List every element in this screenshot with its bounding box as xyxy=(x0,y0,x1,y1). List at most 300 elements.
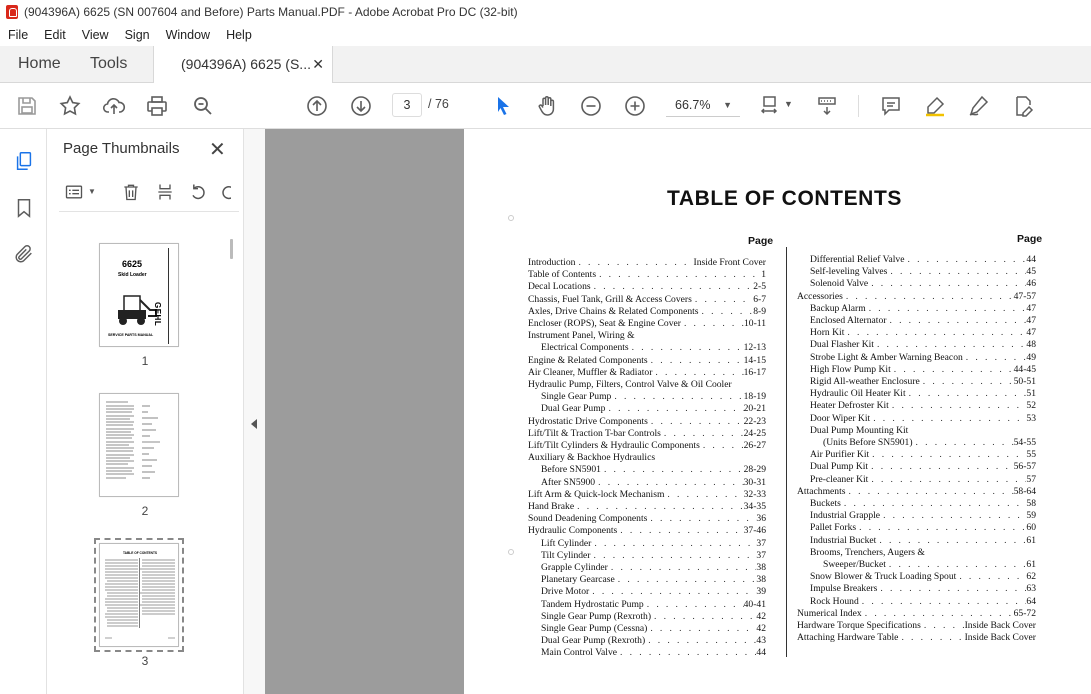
toc-entry[interactable] xyxy=(810,425,1036,437)
toc-entry[interactable] xyxy=(541,574,766,586)
toc-entry-label: Strobe Light & Amber Warning Beacon xyxy=(810,351,963,363)
left-page-header: Page xyxy=(748,235,774,247)
toc-leader-dots xyxy=(651,611,756,623)
extract-page-icon[interactable] xyxy=(154,181,176,203)
toc-entry[interactable] xyxy=(810,364,1036,376)
toc-entry[interactable] xyxy=(810,535,1036,547)
toc-entry-page: 42 xyxy=(756,623,766,634)
toc-entry[interactable] xyxy=(823,559,1036,571)
toc-entry-page: 20-21 xyxy=(743,403,766,415)
toc-entry-label: Air Cleaner, Muffler & Radiator xyxy=(528,366,653,378)
toc-leader-dots xyxy=(868,461,1014,473)
toc-leader-dots xyxy=(591,538,756,550)
toc-entry-page: 58-64 xyxy=(1013,485,1036,497)
thumb-cover-subtitle: Skid Loader xyxy=(118,272,147,278)
toc-entry-label: Decal Locations xyxy=(528,281,591,293)
toc-leader-dots xyxy=(605,403,743,415)
toc-entry-page: 62 xyxy=(1026,571,1036,583)
menu-help[interactable]: Help xyxy=(226,28,252,42)
toc-entry-label: Impulse Breakers xyxy=(810,583,878,595)
toc-entry-page: 43 xyxy=(756,635,766,647)
print-icon[interactable] xyxy=(144,93,170,119)
toc-entry[interactable] xyxy=(541,599,766,611)
toc-entry-label: Hydrostatic Drive Components xyxy=(528,415,648,427)
toc-entry-label: Dual Gear Pump xyxy=(541,403,606,415)
toc-leader-dots xyxy=(904,254,1026,266)
rotate-clockwise-icon[interactable] xyxy=(219,181,231,203)
toc-entry-label: Brooms, Trenchers, Augers & xyxy=(810,546,925,558)
toc-entry-label: Engine & Related Components xyxy=(528,354,648,366)
toc-entry-label: Snow Blower & Truck Loading Spout xyxy=(810,571,957,583)
toc-entry[interactable] xyxy=(797,632,1036,644)
menu-edit[interactable]: Edit xyxy=(44,28,66,42)
toc-entry-label: Instrument Panel, Wiring & xyxy=(528,330,635,342)
pdf-page xyxy=(464,129,1091,694)
toc-entry-page: 44 xyxy=(756,647,766,659)
toc-entry-page: 26-27 xyxy=(743,440,766,451)
toc-leader-dots xyxy=(611,391,743,403)
toc-entry[interactable] xyxy=(541,623,766,635)
toc-entry-label: Hydraulic Oil Heater Kit xyxy=(810,388,906,400)
upload-cloud-icon[interactable] xyxy=(101,93,127,119)
toc-entry[interactable] xyxy=(528,416,766,428)
toc-entry[interactable] xyxy=(528,501,766,513)
toc-leader-dots xyxy=(920,376,1014,388)
toc-entry[interactable] xyxy=(810,376,1036,388)
toc-entry-page: 50-51 xyxy=(1013,376,1036,387)
toc-entry-page: 18-19 xyxy=(743,391,766,403)
toc-leader-dots xyxy=(591,550,757,562)
thumbnail-page-1[interactable] xyxy=(99,243,179,347)
toc-leader-dots xyxy=(846,486,1014,498)
toc-leader-dots xyxy=(889,400,1027,412)
toc-entry[interactable] xyxy=(810,547,1036,559)
fit-page-icon[interactable] xyxy=(758,93,784,119)
toc-entry-page: 14-15 xyxy=(743,354,766,366)
toc-entry[interactable] xyxy=(541,477,766,489)
toc-entry-page: Inside Front Cover xyxy=(693,257,766,268)
thumb-mini-title: TABLE OF CONTENTS xyxy=(122,551,158,555)
toc-entry-label: Heater Defroster Kit xyxy=(810,400,889,412)
toc-leader-dots xyxy=(898,632,964,644)
toc-leader-dots xyxy=(601,464,744,476)
toc-entry-label: Lift/Tilt Cylinders & Hydraulic Components xyxy=(528,440,700,451)
toc-entry[interactable] xyxy=(797,608,1036,620)
toc-leader-dots xyxy=(859,596,1027,608)
toc-leader-dots xyxy=(648,416,744,428)
thumbnail-label-2: 2 xyxy=(141,504,149,518)
toc-leader-dots xyxy=(652,367,743,379)
toc-entry[interactable] xyxy=(528,318,766,330)
next-page-icon[interactable] xyxy=(348,93,374,119)
toc-leader-dots xyxy=(574,501,744,513)
toc-entry[interactable] xyxy=(810,474,1036,486)
toc-entry-label: Drive Motor xyxy=(541,586,590,598)
thumbnail-label-3: 3 xyxy=(141,654,149,668)
toc-leader-dots xyxy=(956,571,1026,583)
close-tab-icon[interactable]: ✕ xyxy=(312,56,324,72)
toc-entry[interactable] xyxy=(528,367,766,379)
toc-entry[interactable] xyxy=(541,403,766,415)
toc-leader-dots xyxy=(589,586,756,598)
toc-entry-page: 44-45 xyxy=(1013,363,1036,375)
toc-entry-page: 60 xyxy=(1026,522,1036,534)
edit-pdf-icon[interactable] xyxy=(1010,93,1036,119)
toc-entry[interactable] xyxy=(810,315,1036,327)
toc-entry-page: 2-5 xyxy=(753,281,766,293)
toc-entry-label: Lift Cylinder xyxy=(541,537,592,549)
toc-leader-dots xyxy=(887,266,1026,278)
thumb-cover-brand: GEHL xyxy=(153,302,162,327)
scrolling-mode-icon[interactable] xyxy=(814,93,840,119)
find-zoom-icon[interactable] xyxy=(190,93,216,119)
menu-window[interactable]: Window xyxy=(165,28,211,42)
toc-entry[interactable] xyxy=(528,257,766,269)
toc-entry-page: 58 xyxy=(1026,498,1036,509)
toc-entry-page: 8-9 xyxy=(753,305,766,317)
toc-entry[interactable] xyxy=(810,449,1036,461)
toc-entry-page: 38 xyxy=(756,562,766,573)
toc-leader-dots xyxy=(617,525,743,537)
previous-page-icon[interactable] xyxy=(304,93,330,119)
toc-entry[interactable] xyxy=(528,525,766,537)
toc-entry[interactable] xyxy=(528,428,766,440)
toc-entry-page: 63 xyxy=(1026,583,1036,595)
toc-entry-label: Hardware Torque Specifications xyxy=(797,620,921,631)
toc-entry[interactable] xyxy=(810,596,1036,608)
toc-entry-label: Encloser (ROPS), Seat & Engine Cover xyxy=(528,318,681,329)
right-page-header: Page xyxy=(1017,233,1043,245)
toc-entry[interactable] xyxy=(810,266,1036,278)
thumb-cover-rule xyxy=(168,248,169,344)
toc-entry-page: 34-35 xyxy=(743,501,766,512)
close-panel-icon[interactable]: ✕ xyxy=(209,139,226,161)
toc-leader-dots xyxy=(692,294,753,306)
toc-entry-label: Single Gear Pump xyxy=(541,391,612,403)
page-thumbnails-panel xyxy=(47,129,243,694)
toc-leader-dots xyxy=(700,440,744,452)
toc-entry-page: Inside Back Cover xyxy=(964,632,1036,644)
toc-entry[interactable] xyxy=(528,269,766,281)
tab-bar xyxy=(0,46,1091,83)
toc-leader-dots xyxy=(870,413,1026,425)
toc-entry-label: Planetary Gearcase xyxy=(541,574,615,586)
title-bar xyxy=(0,0,1091,24)
delete-page-icon[interactable] xyxy=(120,181,142,203)
toc-leader-dots xyxy=(856,522,1026,534)
toc-entry[interactable] xyxy=(810,254,1036,266)
toc-leader-dots xyxy=(844,327,1026,339)
toc-entry[interactable] xyxy=(810,388,1036,400)
document-viewer[interactable] xyxy=(265,129,1091,694)
main-toolbar xyxy=(0,83,1091,129)
toc-leader-dots xyxy=(595,477,744,489)
toc-entry-page: 16-17 xyxy=(743,366,766,378)
toc-entry[interactable] xyxy=(528,513,766,525)
zoom-level-select[interactable] xyxy=(666,93,740,117)
toc-entry-page: 32-33 xyxy=(743,488,766,500)
toc-entry[interactable] xyxy=(810,339,1036,351)
toc-leader-dots xyxy=(645,635,756,647)
toc-leader-dots xyxy=(664,489,743,501)
toc-entry-label: Before SN5901 xyxy=(541,464,601,476)
toc-leader-dots xyxy=(886,559,1027,571)
thumb-text-lines xyxy=(100,394,179,497)
thumbnail-page-3[interactable] xyxy=(99,543,179,647)
toc-entry-label: Single Gear Pump (Cessna) xyxy=(541,623,648,634)
toc-leader-dots xyxy=(617,647,756,659)
toc-entry[interactable] xyxy=(810,498,1036,510)
toc-entry[interactable] xyxy=(528,355,766,367)
toc-entry-label: Pallet Forks xyxy=(810,522,857,534)
toc-entry[interactable] xyxy=(541,550,766,562)
menu-bar xyxy=(0,24,1091,46)
toc-entry-page: Inside Back Cover xyxy=(964,620,1036,631)
attachments-paperclip-icon[interactable] xyxy=(13,243,35,265)
toc-entry-label: Sound Deadening Components xyxy=(528,513,648,525)
page-number-input[interactable]: 3 xyxy=(392,93,422,117)
toc-entry-label: Tilt Cylinder xyxy=(541,549,591,561)
document-tab-label: (904396A) 6625 (S... xyxy=(181,56,311,72)
save-icon[interactable] xyxy=(14,93,40,119)
toc-entry-page: 28-29 xyxy=(743,464,766,476)
toc-entry[interactable] xyxy=(810,510,1036,522)
toc-entry-label: Chassis, Fuel Tank, Grill & Access Covers xyxy=(528,293,692,305)
toc-entry[interactable] xyxy=(810,461,1036,473)
toc-entry-label: Single Gear Pump (Rexroth) xyxy=(541,610,652,622)
toc-entry-label: Dual Pump Mounting Kit xyxy=(810,424,909,436)
toc-entry-page: 51 xyxy=(1026,388,1036,400)
toc-entry-page: 52 xyxy=(1026,400,1036,412)
menu-view[interactable]: View xyxy=(81,28,109,42)
toc-entry-page: 37-46 xyxy=(743,525,766,537)
zoom-level-value: 66.7% xyxy=(675,98,711,112)
toc-entry[interactable] xyxy=(541,562,766,574)
toc-entry-page: 45 xyxy=(1026,266,1036,278)
menu-sign[interactable]: Sign xyxy=(124,28,150,42)
tab-document[interactable] xyxy=(153,46,333,84)
toc-entry-label: Axles, Drive Chains & Related Components xyxy=(528,305,699,317)
toc-entry[interactable] xyxy=(810,400,1036,412)
highlight-pen-icon[interactable] xyxy=(922,93,948,119)
toc-leader-dots xyxy=(880,510,1026,522)
toc-entry[interactable] xyxy=(797,486,1036,498)
toc-entry-page: 48 xyxy=(1026,339,1036,351)
toc-entry-label: Rigid All-weather Enclosure xyxy=(810,376,920,387)
toc-leader-dots xyxy=(963,352,1027,364)
toc-entry-label: High Flow Pump Kit xyxy=(810,363,891,375)
toc-entry-page: 61 xyxy=(1026,559,1036,570)
toc-leader-dots xyxy=(699,306,754,318)
toc-entry-label: Differential Relief Valve xyxy=(810,254,905,265)
star-bookmark-icon[interactable] xyxy=(57,93,83,119)
toc-entry-label: Attaching Hardware Table xyxy=(797,632,899,644)
toc-entry[interactable] xyxy=(810,571,1036,583)
toc-entry-label: Rock Hound xyxy=(810,595,859,607)
toc-entry-label: Horn Kit xyxy=(810,327,845,339)
toc-entry-label: Air Purifier Kit xyxy=(810,449,870,461)
toc-leader-dots xyxy=(841,498,1026,510)
toc-entry-label: Numerical Index xyxy=(797,607,862,619)
toc-entry-label: Dual Gear Pump (Rexroth) xyxy=(541,635,646,647)
toc-entry-label: (Units Before SN5901) xyxy=(823,437,913,448)
toc-title: TABLE OF CONTENTS xyxy=(667,187,902,210)
toc-entry-page: 56-57 xyxy=(1013,461,1036,473)
toc-entry-page: 6-7 xyxy=(753,293,766,305)
toc-entry[interactable] xyxy=(541,586,766,598)
thumbnail-label-1: 1 xyxy=(141,354,149,368)
toc-entry[interactable] xyxy=(810,583,1036,595)
page-total: / 76 xyxy=(428,97,449,111)
toc-entry-page: 36 xyxy=(756,513,766,525)
toc-entry[interactable] xyxy=(528,306,766,318)
toc-entry[interactable] xyxy=(528,440,766,452)
toc-entry-label: Main Control Valve xyxy=(541,647,618,659)
toc-leader-dots xyxy=(869,449,1026,461)
toc-entry-label: Grapple Cylinder xyxy=(541,562,608,573)
toc-entry[interactable] xyxy=(810,413,1036,425)
fit-options-caret-icon[interactable]: ▼ xyxy=(784,99,793,109)
acrobat-logo-icon xyxy=(6,5,18,19)
collapse-panel-strip[interactable] xyxy=(243,129,265,694)
bookmarks-icon[interactable] xyxy=(13,197,35,219)
toc-entry[interactable] xyxy=(810,278,1036,290)
toc-entry-label: Industrial Grapple xyxy=(810,510,881,522)
toc-leader-dots xyxy=(921,620,965,632)
column-divider xyxy=(786,247,787,657)
hand-tool-icon[interactable] xyxy=(534,93,560,119)
toc-entry-label: Industrial Bucket xyxy=(810,534,877,546)
toc-entry-page: 61 xyxy=(1026,534,1036,546)
toc-entry[interactable] xyxy=(528,489,766,501)
toc-entry-label: Hydraulic Pump, Filters, Control Valve & Oil Cooler xyxy=(528,379,732,390)
menu-file[interactable]: File xyxy=(8,28,29,42)
panel-scrollbar[interactable] xyxy=(230,239,233,259)
toc-leader-dots xyxy=(608,562,757,574)
toc-leader-dots xyxy=(876,535,1026,547)
toc-entry-label: Dual Flasher Kit xyxy=(810,339,874,351)
toc-entry-label: Hydraulic Components xyxy=(528,525,618,537)
toc-entry-page: 47-57 xyxy=(1013,290,1036,302)
toc-entry-label: After SN5900 xyxy=(541,476,596,488)
rotate-page-icon[interactable] xyxy=(187,181,209,203)
toc-entry-label: Table of Contents xyxy=(528,269,597,281)
chevron-down-icon: ▼ xyxy=(723,100,732,110)
toolbar-divider xyxy=(858,95,859,117)
toc-entry[interactable] xyxy=(810,352,1036,364)
thumb-toc-lines xyxy=(100,544,179,647)
toc-entry-label: Self-leveling Valves xyxy=(810,266,888,278)
toc-entry[interactable] xyxy=(528,281,766,293)
toc-entry-label: Enclosed Alternator xyxy=(810,315,887,326)
toc-entry-page: 39 xyxy=(756,586,766,598)
toc-entry[interactable] xyxy=(541,611,766,623)
toc-entry[interactable] xyxy=(797,291,1036,303)
window-title: (904396A) 6625 (SN 007604 and Before) Parts Manual.PDF - Adobe Acrobat Pro DC (32-bit) xyxy=(24,5,518,19)
toc-entry-page: 22-23 xyxy=(743,415,766,427)
sign-pen-icon[interactable] xyxy=(966,93,992,119)
select-cursor-icon[interactable] xyxy=(490,93,516,119)
toc-entry[interactable] xyxy=(810,303,1036,315)
tab-home[interactable]: Home xyxy=(18,55,61,72)
toc-entry[interactable] xyxy=(810,522,1036,534)
comment-icon[interactable] xyxy=(878,93,904,119)
toc-entry-page: 10-11 xyxy=(743,318,766,329)
toc-leader-dots xyxy=(868,278,1026,290)
toc-entry-label: Accessories xyxy=(797,290,843,302)
toc-entry-label: Door Wiper Kit xyxy=(810,412,871,424)
toc-leader-dots xyxy=(596,269,761,281)
toc-entry-page: 37 xyxy=(756,537,766,549)
zoom-in-icon[interactable] xyxy=(622,93,648,119)
thumbnail-toolbar xyxy=(59,172,239,212)
zoom-out-icon[interactable] xyxy=(578,93,604,119)
toc-entry[interactable] xyxy=(541,342,766,354)
toc-entry-page: 54-55 xyxy=(1013,437,1036,448)
toc-leader-dots xyxy=(843,291,1014,303)
thumb-cover-footer: SERVICE PARTS MANUAL xyxy=(108,333,154,337)
options-caret-icon[interactable]: ▼ xyxy=(88,187,96,196)
toc-entry-label: Sweeper/Bucket xyxy=(823,559,886,570)
page-thumbnails-icon[interactable] xyxy=(13,150,35,172)
toc-entry-label: Auxiliary & Backhoe Hydraulics xyxy=(528,452,656,464)
toc-entry-page: 47 xyxy=(1026,315,1036,326)
toc-entry-page: 1 xyxy=(761,269,766,281)
toc-entry[interactable] xyxy=(528,294,766,306)
toc-entry-page: 57 xyxy=(1026,473,1036,485)
toc-entry[interactable] xyxy=(541,464,766,476)
toc-entry-label: Lift/Tilt & Traction T-bar Controls xyxy=(528,427,661,439)
punch-hole-mark xyxy=(508,549,514,555)
skid-loader-illustration xyxy=(112,290,158,326)
toc-entry-page: 64 xyxy=(1026,595,1036,607)
toc-entry-label: Tandem Hydrostatic Pump xyxy=(541,598,644,610)
toc-entry-page: 38 xyxy=(756,574,766,586)
toc-entry-label: Attachments xyxy=(797,485,846,497)
toc-leader-dots xyxy=(886,315,1026,327)
toc-leader-dots xyxy=(681,318,744,330)
toc-entry[interactable] xyxy=(528,452,766,464)
toc-leader-dots xyxy=(644,599,744,611)
toc-entry-page: 47 xyxy=(1026,302,1036,314)
toc-leader-dots xyxy=(648,355,744,367)
toc-leader-dots xyxy=(629,342,744,354)
toc-entry[interactable] xyxy=(810,327,1036,339)
toc-entry[interactable] xyxy=(541,647,766,659)
toc-entry-page: 46 xyxy=(1026,278,1036,290)
toc-entry-label: Backup Alarm xyxy=(810,302,866,314)
tab-tools[interactable]: Tools xyxy=(90,55,128,72)
thumbnail-page-2[interactable] xyxy=(99,393,179,497)
toc-leader-dots xyxy=(647,623,756,635)
toc-entry-page: 12-13 xyxy=(743,342,766,354)
toc-leader-dots xyxy=(866,303,1027,315)
toc-entry[interactable] xyxy=(541,538,766,550)
toc-leader-dots xyxy=(575,257,693,269)
toc-entry[interactable] xyxy=(528,330,766,342)
toc-entry[interactable] xyxy=(541,635,766,647)
toc-entry[interactable] xyxy=(797,620,1036,632)
toc-entry[interactable] xyxy=(528,379,766,391)
toc-entry[interactable] xyxy=(823,437,1036,449)
toc-entry[interactable] xyxy=(541,391,766,403)
toc-leader-dots xyxy=(906,388,1027,400)
collapse-arrow-icon[interactable] xyxy=(251,419,257,429)
options-list-icon[interactable] xyxy=(63,181,85,203)
thumb-cover-model: 6625 xyxy=(122,259,143,269)
punch-hole-mark xyxy=(508,215,514,221)
toc-leader-dots xyxy=(615,574,757,586)
